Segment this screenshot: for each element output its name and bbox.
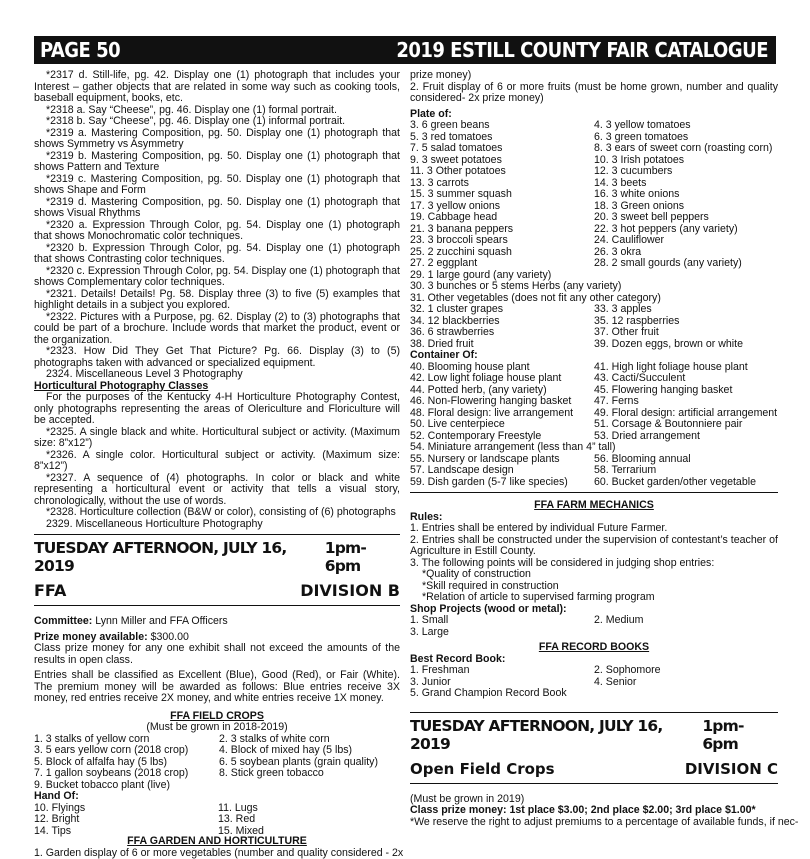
list-item: 5. Grand Champion Record Book	[410, 688, 778, 700]
rule-text: Class prize money for any one exhibit shall not exceed the amounts of the results in open class.	[34, 643, 400, 666]
list-item: 57. Landscape design	[410, 465, 590, 477]
list-item: *2320 b. Expression Through Color, pg. 54. Display one (1) photograph that shows Contrasting color techniques.	[34, 243, 400, 266]
plate2-grid	[410, 304, 778, 350]
list-item: 38. Dried fruit	[410, 339, 590, 351]
mech-title: FFA FARM MECHANICS	[410, 500, 778, 512]
list-item: 9. Bucket tobacco plant (live)	[34, 780, 400, 792]
list-item: *2319 b. Mastering Composition, pg. 50. Display one (1) photograph that shows Pattern and Texture	[34, 151, 400, 174]
grown-note: (Must be grown in 2019)	[410, 794, 778, 806]
page-number: PAGE 50	[40, 39, 120, 61]
list-item: 1. 3 stalks of yellow corn	[34, 734, 215, 746]
left-column	[34, 70, 400, 850]
list-item: *2318 b. Say “Cheese”, pg. 46. Display one (1) informal portrait.	[34, 116, 400, 128]
list-item: *Skill required in construction	[422, 581, 778, 593]
list-item: 5. Block of alfalfa hay (5 lbs)	[34, 757, 215, 769]
list-item: 14. Tips	[34, 826, 214, 838]
list-item: 10. 3 Irish potatoes	[594, 155, 778, 167]
catalogue-title: 2019 ESTILL COUNTY FAIR CATALOGUE	[396, 39, 768, 61]
list-item: 3. 6 green beans	[410, 120, 590, 132]
list-item: 43. Cacti/Succulent	[594, 373, 778, 385]
list-item: 36. 6 strawberries	[410, 327, 590, 339]
list-item: *2320 a. Expression Through Color, pg. 54. Display one (1) photograph that shows Monochromatic color techniques.	[34, 220, 400, 243]
list-item: 28. 2 small gourds (any variety)	[594, 258, 778, 270]
list-item: 2. 3 stalks of white corn	[219, 734, 400, 746]
list-item: 24. Cauliflower	[594, 235, 778, 247]
list-item: *2320 c. Expression Through Color, pg. 54. Display one (1) photograph that shows Complementary color techniques.	[34, 266, 400, 289]
list-item: 2. Medium	[594, 615, 778, 627]
record-label: Best Record Book:	[410, 654, 778, 666]
plate-label: Plate of:	[410, 109, 778, 121]
list-item: 32. 1 cluster grapes	[410, 304, 590, 316]
list-item: 2324. Miscellaneous Level 3 Photography	[34, 369, 400, 381]
list-item: 1. Freshman	[410, 665, 590, 677]
list-item: 59. Dish garden (5-7 like species)	[410, 477, 590, 489]
day-title: TUESDAY AFTERNOON, JULY 16, 2019	[34, 539, 325, 575]
prize-line: Class prize money: 1st place $3.00; 2nd place $2.00; 3rd place $1.00*	[410, 805, 778, 817]
page-header	[34, 36, 776, 64]
list-item: *2321. Details! Details! Pg. 58. Display three (3) to five (5) examples that highlight details in a subject you explored.	[34, 289, 400, 312]
list-item: 8. 3 ears of sweet corn (roasting corn)	[594, 143, 778, 155]
day-time: 1pm-6pm	[325, 539, 400, 575]
list-item: *2319 d. Mastering Composition, pg. 50. Display one (1) photograph that shows Visual Rhythms	[34, 197, 400, 220]
garden-title: FFA GARDEN AND HORTICULTURE	[34, 836, 400, 848]
list-item: 14. 3 beets	[594, 178, 778, 190]
list-item: 55. Nursery or landscape plants	[410, 454, 590, 466]
division-heading	[34, 575, 400, 606]
hort-heading: Horticultural Photography Classes	[34, 381, 400, 393]
department-name: Open Field Crops	[410, 759, 555, 779]
right-column	[410, 70, 778, 850]
hand-label: Hand Of:	[34, 791, 400, 803]
reserve-note: *We reserve the right to adjust premiums to a percentage of available funds, if nec-	[410, 817, 778, 829]
list-item: prize money)	[410, 70, 778, 82]
department-name: FFA	[34, 581, 66, 601]
list-item: 2329. Miscellaneous Horticulture Photography	[34, 519, 400, 531]
list-item: 49. Floral design: artificial arrangement	[594, 408, 778, 420]
list-item: 9. 3 sweet potatoes	[410, 155, 590, 167]
list-item: 35. 12 raspberries	[594, 316, 778, 328]
list-item: 26. 3 okra	[594, 247, 778, 259]
list-item: 34. 12 blackberries	[410, 316, 590, 328]
list-item: 33. 3 apples	[594, 304, 778, 316]
list-item: 15. Mixed	[218, 826, 400, 838]
list-item: 37. Other fruit	[594, 327, 778, 339]
container-label: Container Of:	[410, 350, 778, 362]
list-item: 25. 2 zucchini squash	[410, 247, 590, 259]
list-item: *2326. A single color. Horticultural subject or activity. (Maximum size: 8”x12”)	[34, 450, 400, 473]
list-item: *Relation of article to supervised farming program	[422, 592, 778, 604]
list-item: 16. 3 white onions	[594, 189, 778, 201]
list-item: 56. Blooming annual	[594, 454, 778, 466]
crops-subtitle: (Must be grown in 2018-2019)	[34, 722, 400, 734]
list-item: 60. Bucket garden/other vegetable	[594, 477, 778, 489]
list-item: 19. Cabbage head	[410, 212, 590, 224]
list-item: 2. Entries shall be constructed under the supervision of contestant’s teacher of Agriculture in Estill County.	[410, 535, 778, 558]
day-time: 1pm-6pm	[702, 717, 778, 753]
list-item: 1. Small	[410, 615, 590, 627]
list-item: *2327. A sequence of (4) photographs. In color or black and white representing a horticultural event or activity that tells a visual story, chronologically, without the use of words.	[34, 473, 400, 508]
list-item: 42. Low light foliage house plant	[410, 373, 590, 385]
list-item: 13. Red	[218, 814, 400, 826]
crops-grid	[34, 734, 400, 780]
list-item: 5. 3 red tomatoes	[410, 132, 590, 144]
rule-text: Entries shall be classified as Excellent (Blue), Good (Red), or Fair (White). The premium money will be awarded as follows: Blue entries receive 3X money, red entries receive 2X money, and white entries receive 1X money.	[34, 670, 400, 705]
list-item: 12. Bright	[34, 814, 214, 826]
mech-points	[410, 569, 778, 604]
list-item: 2. Fruit display of 6 or more fruits (must be home grown, number and quality considered- 2x prize money)	[410, 82, 778, 105]
hort-class-list	[34, 427, 400, 531]
division-name: DIVISION B	[300, 581, 400, 601]
list-item: 13. 3 carrots	[410, 178, 590, 190]
record-grid	[410, 665, 778, 688]
division-heading	[410, 753, 778, 784]
list-item: 40. Blooming house plant	[410, 362, 590, 374]
plate-grid	[410, 120, 778, 270]
list-item: 45. Flowering hanging basket	[594, 385, 778, 397]
list-item: *2323. How Did They Get That Picture? Pg. 66. Display (3) to (5) photographs taken with advanced or specialized equipment.	[34, 346, 400, 369]
list-item: 3. The following points will be considered in judging shop entries:	[410, 558, 778, 570]
list-item: 1. Garden display of 6 or more vegetables (number and quality considered - 2x	[34, 848, 400, 859]
list-item: 1. Entries shall be entered by individual Future Farmer.	[410, 523, 778, 535]
list-item: 21. 3 banana peppers	[410, 224, 590, 236]
shop-label: Shop Projects (wood or metal):	[410, 604, 778, 616]
list-item: 7. 1 gallon soybeans (2018 crop)	[34, 768, 215, 780]
list-item: 30. 3 bunches or 5 stems Herbs (any variety)	[410, 281, 778, 293]
list-item: 58. Terrarium	[594, 465, 778, 477]
list-item: 8. Stick green tobacco	[219, 768, 400, 780]
list-item: 47. Ferns	[594, 396, 778, 408]
prize-line: Prize money available: $300.00	[34, 632, 400, 644]
list-item: *2319 a. Mastering Composition, pg. 50. Display one (1) photograph that shows Symmetry vs Asymmetry	[34, 128, 400, 151]
list-item: 22. 3 hot peppers (any variety)	[594, 224, 778, 236]
hort-intro: For the purposes of the Kentucky 4-H Horticulture Photography Contest, only photographs representing the areas of Olericulture and Floriculture will be accepted.	[34, 392, 400, 427]
list-item: 39. Dozen eggs, brown or white	[594, 339, 778, 351]
list-item: *2325. A single black and white. Horticultural subject or activity. (Maximum size: 8”x12”)	[34, 427, 400, 450]
photography-class-list	[34, 70, 400, 381]
committee-line: Committee: Lynn Miller and FFA Officers	[34, 616, 400, 628]
list-item: *Quality of construction	[422, 569, 778, 581]
list-item: 3. Junior	[410, 677, 590, 689]
list-item: 50. Live centerpiece	[410, 419, 590, 431]
shop-grid	[410, 615, 778, 638]
list-item: *2319 c. Mastering Composition, pg. 50. Display one (1) photograph that shows Shape and Form	[34, 174, 400, 197]
plate-full-list	[410, 270, 778, 305]
list-item: 7. 5 salad tomatoes	[410, 143, 590, 155]
list-item: 31. Other vegetables (does not fit any other category)	[410, 293, 778, 305]
list-item: 11. Lugs	[218, 803, 400, 815]
day-heading	[34, 534, 400, 575]
list-item: 3. 5 ears yellow corn (2018 crop)	[34, 745, 215, 757]
list-item: 20. 3 sweet bell peppers	[594, 212, 778, 224]
list-item: 15. 3 summer squash	[410, 189, 590, 201]
list-item: 27. 2 eggplant	[410, 258, 590, 270]
list-item: *2317 d. Still-life, pg. 42. Display one (1) photograph that includes your Interest – gather objects that are related in some way such as cooking tools, baseball equipment, books, etc.	[34, 70, 400, 105]
record-title: FFA RECORD BOOKS	[410, 642, 778, 654]
crops-title: FFA FIELD CROPS	[34, 711, 400, 723]
mech-rules	[410, 523, 778, 569]
day-title: TUESDAY AFTERNOON, JULY 16, 2019	[410, 717, 702, 753]
list-item: 2. Sophomore	[594, 665, 778, 677]
list-item: 4. Senior	[594, 677, 778, 689]
list-item: 53. Dried arrangement	[594, 431, 778, 443]
list-item: 44. Potted herb, (any variety)	[410, 385, 590, 397]
list-item: 48. Floral design: live arrangement	[410, 408, 590, 420]
list-item: 18. 3 Green onions	[594, 201, 778, 213]
container2-grid	[410, 454, 778, 489]
list-item: 6. 3 green tomatoes	[594, 132, 778, 144]
list-item: 29. 1 large gourd (any variety)	[410, 270, 778, 282]
list-item: 52. Contemporary Freestyle	[410, 431, 590, 443]
list-item: 6. 5 soybean plants (grain quality)	[219, 757, 400, 769]
list-item: 12. 3 cucumbers	[594, 166, 778, 178]
list-item: 10. Flyings	[34, 803, 214, 815]
division-name: DIVISION C	[685, 759, 778, 779]
list-item: 4. 3 yellow tomatoes	[594, 120, 778, 132]
list-item: 11. 3 Other potatoes	[410, 166, 590, 178]
rules-label: Rules:	[410, 512, 778, 524]
list-item: 51. Corsage & Boutonniere pair	[594, 419, 778, 431]
list-item: *2318 a. Say “Cheese”, pg. 46. Display one (1) formal portrait.	[34, 105, 400, 117]
list-item: 46. Non-Flowering hanging basket	[410, 396, 590, 408]
list-item: 41. High light foliage house plant	[594, 362, 778, 374]
list-item: 17. 3 yellow onions	[410, 201, 590, 213]
list-item: 23. 3 broccoli spears	[410, 235, 590, 247]
list-item: 54. Miniature arrangement (less than 4” tall)	[410, 442, 778, 454]
list-item: 3. Large	[410, 627, 590, 639]
list-item: 4. Block of mixed hay (5 lbs)	[219, 745, 400, 757]
list-item	[594, 627, 778, 639]
container-grid	[410, 362, 778, 443]
hand-grid	[34, 803, 400, 838]
list-item: *2322. Pictures with a Purpose, pg. 62. Display (2) to (3) photographs that could be part of a brochure. Include words that market the product, event or the organization.	[34, 312, 400, 347]
list-item: *2328. Horticulture collection (B&W or color), consisting of (6) photographs	[34, 507, 400, 519]
day-heading	[410, 712, 778, 753]
